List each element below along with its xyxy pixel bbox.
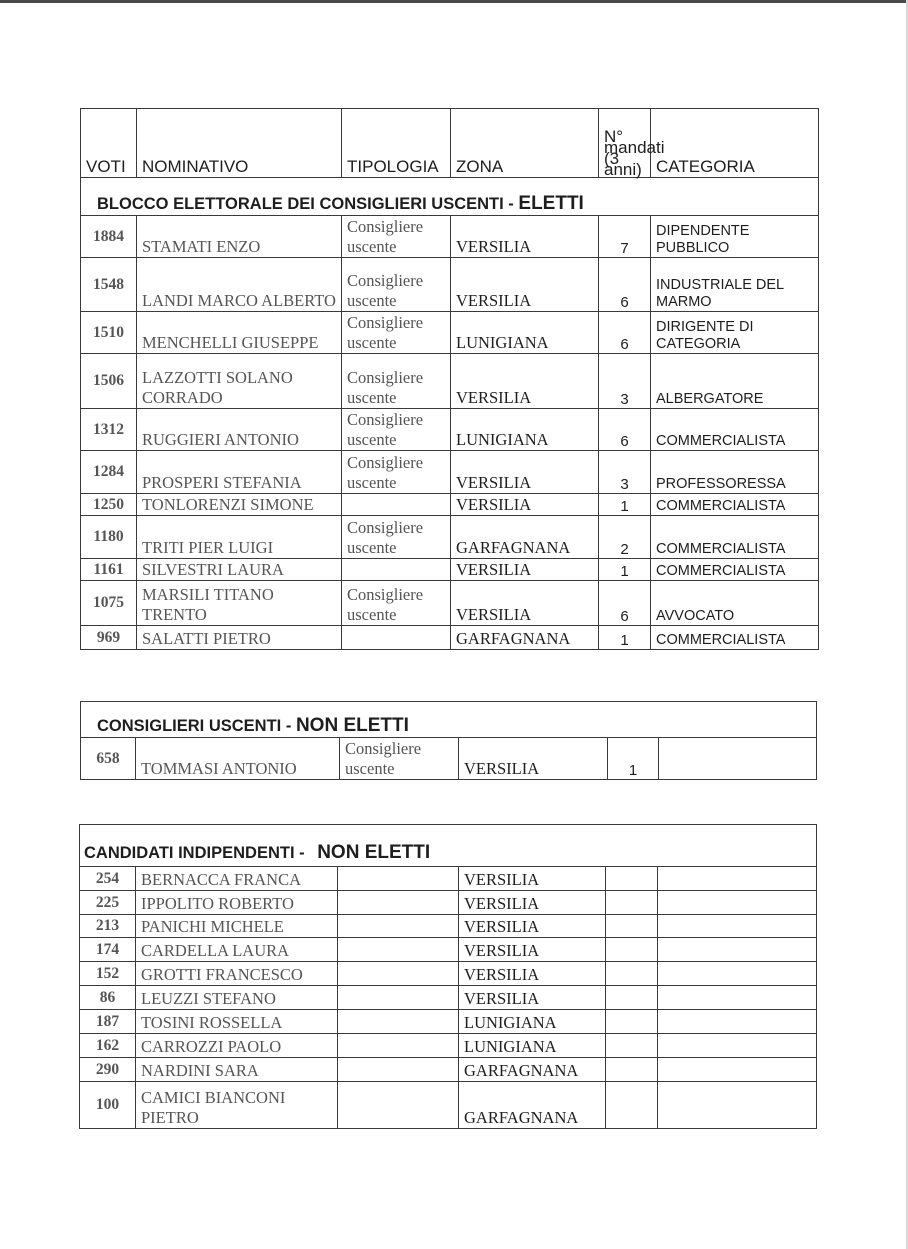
- mandati-cell: 2: [599, 516, 651, 559]
- section-indipendenti-row: [80, 825, 817, 867]
- categoria-cell: COMMERCIALISTA: [651, 516, 819, 559]
- zona-cell: GARFAGNANA: [459, 1082, 606, 1129]
- tipologia-cell: Consigliere uscente: [342, 216, 451, 258]
- tipologia-cell: Consigliere uscente: [342, 451, 451, 494]
- eletti-table: [80, 108, 819, 650]
- page-top-border: [0, 0, 908, 3]
- header-mandati: N° mandati (3 anni): [599, 109, 651, 178]
- zona-cell: LUNIGIANA: [459, 1034, 606, 1058]
- mandati-cell: [606, 1034, 658, 1058]
- mandati-cell: 1: [608, 738, 659, 780]
- tipologia-cell: [338, 1082, 459, 1129]
- zona-cell: VERSILIA: [451, 494, 599, 516]
- nominativo-cell: PANICHI MICHELE: [136, 915, 338, 938]
- votes-cell: 1075: [81, 581, 137, 626]
- tipologia-cell: Consigliere uscente: [342, 409, 451, 451]
- nominativo-cell: GROTTI FRANCESCO: [136, 962, 338, 986]
- votes-cell: 1312: [81, 409, 137, 451]
- section-uscenti-heading: [81, 702, 817, 738]
- zona-cell: GARFAGNANA: [451, 516, 599, 559]
- table-row: [80, 1082, 817, 1129]
- tipologia-cell: [338, 938, 459, 962]
- tipologia-cell: [342, 494, 451, 516]
- votes-cell: 658: [81, 738, 136, 780]
- nominativo-cell: NARDINI SARA: [136, 1058, 338, 1082]
- table-row: [81, 312, 819, 354]
- zona-cell: VERSILIA: [451, 581, 599, 626]
- categoria-cell: [658, 1010, 817, 1034]
- table-row: [80, 891, 817, 915]
- votes-cell: 86: [80, 986, 136, 1010]
- votes-cell: 213: [80, 915, 136, 938]
- header-nominativo: NOMINATIVO: [137, 109, 342, 178]
- zona-cell: LUNIGIANA: [459, 1010, 606, 1034]
- zona-cell: VERSILIA: [459, 867, 606, 891]
- tipologia-cell: [338, 915, 459, 938]
- tipologia-cell: [338, 1058, 459, 1082]
- section-eletti-title: BLOCCO ELETTORALE DEI CONSIGLIERI USCENTI -: [97, 195, 514, 213]
- categoria-cell: [658, 1058, 817, 1082]
- votes-cell: 100: [80, 1082, 136, 1129]
- nominativo-cell: PROSPERI STEFANIA: [137, 451, 342, 494]
- table-row: [81, 516, 819, 559]
- table-row: [81, 559, 819, 581]
- section-uscenti-title: CONSIGLIERI USCENTI -: [97, 717, 292, 735]
- zona-cell: VERSILIA: [451, 451, 599, 494]
- table-row: [80, 1034, 817, 1058]
- table-row: [80, 1010, 817, 1034]
- categoria-cell: DIPENDENTE PUBBLICO: [651, 216, 819, 258]
- votes-cell: 152: [80, 962, 136, 986]
- mandati-cell: [606, 891, 658, 915]
- nominativo-cell: LAZZOTTI SOLANO CORRADO: [137, 354, 342, 409]
- tipologia-cell: [342, 626, 451, 650]
- mandati-cell: 1: [599, 559, 651, 581]
- votes-cell: 1250: [81, 494, 137, 516]
- tipologia-cell: Consigliere uscente: [342, 516, 451, 559]
- table-row: [81, 354, 819, 409]
- section-indipendenti-title: CANDIDATI INDIPENDENTI -: [84, 844, 305, 862]
- votes-cell: 162: [80, 1034, 136, 1058]
- nominativo-cell: TRITI PIER LUIGI: [137, 516, 342, 559]
- categoria-cell: [659, 738, 817, 780]
- nominativo-cell: RUGGIERI ANTONIO: [137, 409, 342, 451]
- tipologia-cell: Consigliere uscente: [342, 354, 451, 409]
- tipologia-cell: [338, 891, 459, 915]
- categoria-cell: ALBERGATORE: [651, 354, 819, 409]
- mandati-cell: [606, 1010, 658, 1034]
- nominativo-cell: CAMICI BIANCONI PIETRO: [136, 1082, 338, 1129]
- table-row: [80, 986, 817, 1010]
- categoria-cell: [658, 891, 817, 915]
- table-row: [81, 451, 819, 494]
- zona-cell: VERSILIA: [459, 962, 606, 986]
- section-indipendenti-status: NON ELETTI: [317, 842, 431, 863]
- indipendenti-table: [79, 824, 817, 1129]
- section-uscenti-row: [81, 702, 817, 738]
- tipologia-cell: [342, 559, 451, 581]
- section-eletti-status: ELETTI: [518, 193, 584, 214]
- header-zona: ZONA: [451, 109, 599, 178]
- table-row: [80, 915, 817, 938]
- tipologia-cell: Consigliere uscente: [342, 312, 451, 354]
- mandati-cell: [606, 938, 658, 962]
- section-eletti-heading: [81, 178, 819, 216]
- votes-cell: 225: [80, 891, 136, 915]
- mandati-cell: 6: [599, 581, 651, 626]
- mandati-cell: 7: [599, 216, 651, 258]
- nominativo-cell: TOSINI ROSSELLA: [136, 1010, 338, 1034]
- zona-cell: GARFAGNANA: [451, 626, 599, 650]
- header-tipologia: TIPOLOGIA: [342, 109, 451, 178]
- mandati-cell: [606, 867, 658, 891]
- tipologia-cell: [338, 962, 459, 986]
- categoria-cell: COMMERCIALISTA: [651, 559, 819, 581]
- nominativo-cell: CARDELLA LAURA: [136, 938, 338, 962]
- categoria-cell: [658, 986, 817, 1010]
- nominativo-cell: MENCHELLI GIUSEPPE: [137, 312, 342, 354]
- table-row: [80, 867, 817, 891]
- nominativo-cell: MARSILI TITANO TRENTO: [137, 581, 342, 626]
- mandati-cell: [606, 1082, 658, 1129]
- header-voti: VOTI: [81, 109, 137, 178]
- section-eletti-row: [81, 178, 819, 216]
- section-indipendenti-heading: [80, 825, 817, 867]
- section-uscenti-status: NON ELETTI: [295, 715, 409, 736]
- table-row: [81, 258, 819, 312]
- categoria-cell: COMMERCIALISTA: [651, 626, 819, 650]
- votes-cell: 1548: [81, 258, 137, 312]
- table-row: [81, 581, 819, 626]
- table-row: [80, 962, 817, 986]
- tipologia-cell: Consigliere uscente: [342, 581, 451, 626]
- tipologia-cell: [338, 1010, 459, 1034]
- votes-cell: 174: [80, 938, 136, 962]
- categoria-cell: [658, 1082, 817, 1129]
- nominativo-cell: STAMATI ENZO: [137, 216, 342, 258]
- table-row: [80, 1058, 817, 1082]
- nominativo-cell: TONLORENZI SIMONE: [137, 494, 342, 516]
- mandati-cell: 6: [599, 312, 651, 354]
- table-row: [81, 626, 819, 650]
- zona-cell: LUNIGIANA: [451, 312, 599, 354]
- zona-cell: VERSILIA: [451, 258, 599, 312]
- nominativo-cell: CARROZZI PAOLO: [136, 1034, 338, 1058]
- table-row: [81, 494, 819, 516]
- zona-cell: VERSILIA: [459, 915, 606, 938]
- votes-cell: 969: [81, 626, 137, 650]
- votes-cell: 290: [80, 1058, 136, 1082]
- categoria-cell: PROFESSORESSA: [651, 451, 819, 494]
- categoria-cell: [658, 1034, 817, 1058]
- mandati-cell: 6: [599, 409, 651, 451]
- zona-cell: VERSILIA: [451, 354, 599, 409]
- categoria-cell: COMMERCIALISTA: [651, 494, 819, 516]
- votes-cell: 187: [80, 1010, 136, 1034]
- mandati-cell: 1: [599, 626, 651, 650]
- table-row: [81, 409, 819, 451]
- zona-cell: VERSILIA: [459, 938, 606, 962]
- zona-cell: VERSILIA: [459, 986, 606, 1010]
- votes-cell: 1510: [81, 312, 137, 354]
- tipologia-cell: Consigliere uscente: [342, 258, 451, 312]
- mandati-cell: [606, 986, 658, 1010]
- tipologia-cell: [338, 867, 459, 891]
- tipologia-cell: [338, 986, 459, 1010]
- mandati-cell: [606, 915, 658, 938]
- votes-cell: 254: [80, 867, 136, 891]
- votes-cell: 1884: [81, 216, 137, 258]
- mandati-cell: 3: [599, 354, 651, 409]
- mandati-cell: 6: [599, 258, 651, 312]
- zona-cell: VERSILIA: [451, 216, 599, 258]
- categoria-cell: [658, 938, 817, 962]
- zona-cell: LUNIGIANA: [451, 409, 599, 451]
- nominativo-cell: SALATTI PIETRO: [137, 626, 342, 650]
- nominativo-cell: BERNACCA FRANCA: [136, 867, 338, 891]
- mandati-cell: 1: [599, 494, 651, 516]
- votes-cell: 1284: [81, 451, 137, 494]
- mandati-cell: 3: [599, 451, 651, 494]
- votes-cell: 1506: [81, 354, 137, 409]
- table-row: [81, 216, 819, 258]
- votes-cell: 1180: [81, 516, 137, 559]
- zona-cell: VERSILIA: [451, 559, 599, 581]
- uscenti-non-eletti-table: [80, 701, 817, 780]
- categoria-cell: INDUSTRIALE DEL MARMO: [651, 258, 819, 312]
- categoria-cell: COMMERCIALISTA: [651, 409, 819, 451]
- categoria-cell: [658, 962, 817, 986]
- nominativo-cell: IPPOLITO ROBERTO: [136, 891, 338, 915]
- categoria-cell: DIRIGENTE DI CATEGORIA: [651, 312, 819, 354]
- categoria-cell: AVVOCATO: [651, 581, 819, 626]
- tipologia-cell: [338, 1034, 459, 1058]
- categoria-cell: [658, 915, 817, 938]
- nominativo-cell: TOMMASI ANTONIO: [136, 738, 340, 780]
- nominativo-cell: SILVESTRI LAURA: [137, 559, 342, 581]
- tipologia-cell: Consigliere uscente: [340, 738, 459, 780]
- mandati-cell: [606, 962, 658, 986]
- table-row: [81, 738, 817, 780]
- mandati-cell: [606, 1058, 658, 1082]
- zona-cell: VERSILIA: [459, 738, 608, 780]
- categoria-cell: [658, 867, 817, 891]
- header-row: [81, 109, 819, 178]
- zona-cell: GARFAGNANA: [459, 1058, 606, 1082]
- table-row: [80, 938, 817, 962]
- nominativo-cell: LEUZZI STEFANO: [136, 986, 338, 1010]
- votes-cell: 1161: [81, 559, 137, 581]
- header-categoria: CATEGORIA: [651, 109, 819, 178]
- zona-cell: VERSILIA: [459, 891, 606, 915]
- nominativo-cell: LANDI MARCO ALBERTO: [137, 258, 342, 312]
